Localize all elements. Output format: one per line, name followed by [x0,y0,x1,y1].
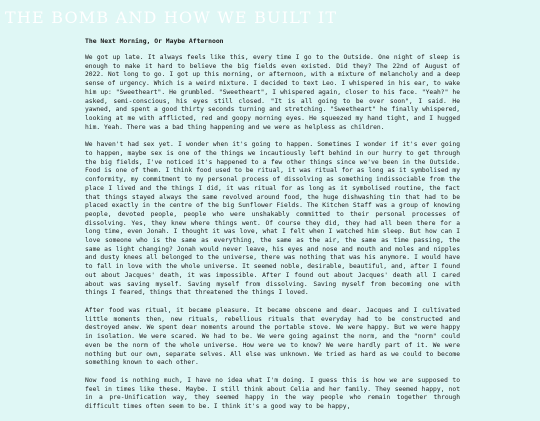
site-title[interactable]: THE BOMB AND HOW WE BUILT IT [5,8,338,27]
paragraph: We haven't had sex yet. I wonder when it's going to happen. Sometimes I wonder if it's ever going to happen, maybe sex is one of the things we incautiously left behind in our hurry to get through the big fields, I've noticed it's happened to a few other things since we've been in the Outside. Food is one of them. I think food used to be ritual, it was ritual for as long as it symbolised my conformity, my commitment to my personal process of dissolving as something indissociable from the place I lived and the things I did, it was ritual for as long as it symbolised routine, the fact that things stayed always the same revolved around food, the huge dishwashing tin that had to be placed exactly in the centre of the big Sunflower Fields. The Kitchen Staff was a group of knowing people, devoted people, people who were unshakably committed to their personal processes of dissolving. Yes, they knew where things went. Of course they did, they had all been there for a long time, even Jonah. I thought it was love, what I felt when I watched him sleep. But how can I love someone who is the same as everything, the same as the air, the same as time passing, the same as light changing? Jonah would never leave, his eyes and nose and mouth and moles and nipples and dusty knees all belonged to the universe, there was nothing that was his anymore. I would have to fall in love with the whole universe. It seemed noble, desirable, beautiful, and, after I found out about Jacques' death, it was impossible. After I found out about Jacques' death all I cared about was saving myself. Saving myself from dissolving. Saving myself from becoming one with things I feared, things that threatened the things I loved. [85,141,460,297]
paragraph: After food was ritual, it became pleasure. It became obscene and dear. Jacques and I cultivated little moments then, new rituals, rebellious rituals that everyday had to be constructed and destroyed anew. We spent dear moments around the portable stove. We were happy. But we were happy in isolation. We were scared. We had to be. We were going against the norm, and the "norm" could even be the norm of the whole universe. How were we to know? We were hardly part of it. We were nothing but our own, separate selves. All else was unknown. We tried as hard as we could to become something known to each other. [85,306,460,367]
article [85,37,460,421]
paragraph: Now food is nothing much, I have no idea what I'm doing. I guess this is how we are supposed to feel in times like these. Maybe. I still think about Celia and her family. They seemed happy, not in a pre-Unification way, they seemed happy in the way people who remain together through difficult times often seem to be. I think it's a good way to be happy, [85,376,460,411]
paragraph: We got up late. It always feels like this, every time I go to the Outside. One night of sleep is enough to make it hard to believe the big fields even existed. Did they? The 22nd of August of 2022. Not long to go. I got up this morning, or afternoon, with a mixture of melancholy and a deep sense of urgency. Which is a weird mixture. I decided to text Leo. I whispered in his ear, to wake him up: "Sweetheart". He grumbled. "Sweetheart", I whispered again, closer to his face. "Yeah?" he asked, semi-conscious, his eyes still closed. "It is all going to be over soon", I said. He yawned, and spent a good thirty seconds turning and stretching. "Sweetheart" he finally whispered, looking at me with afflicted, red and goopy morning eyes. He squeezed my hand tight, and I hugged him. Yeah. There was a bad thing happening and we were as helpless as children. [85,54,460,131]
post-title: The Next Morning, Or Maybe Afternoon [85,37,224,45]
